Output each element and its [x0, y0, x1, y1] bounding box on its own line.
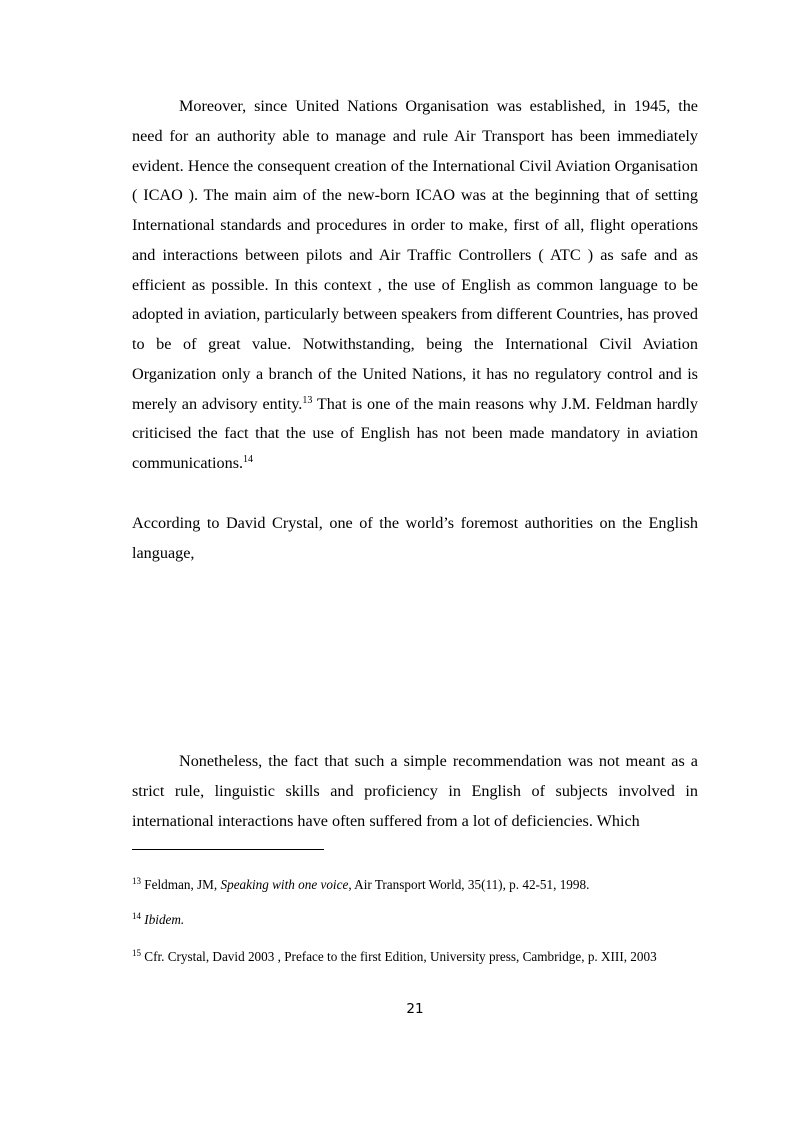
footnote-separator	[132, 849, 324, 850]
footnote-ref-13[interactable]: 13	[302, 394, 313, 406]
footnote-13	[132, 876, 698, 893]
footnote-15-number: 15	[132, 948, 141, 958]
footnote-15	[132, 948, 698, 965]
footnote-13-title: Speaking with one voice	[220, 877, 349, 892]
footnote-15-text: Cfr. Crystal, David 2003 , Preface to the first Edition, University press, Cambridge, p. XIII, 2003	[141, 949, 657, 964]
paragraph-1-text-b: That is one of the main reasons why J.M. Feldman hardly criticised the fact that the use of English has not been made mandatory in aviation communications.	[132, 394, 698, 472]
paragraph-1-text-a: Moreover, since United Nations Organisation was established, in 1945, the need for an authority able to manage and rule Air Transport has been immediately evident. Hence the consequent creation of the International Civil Aviation Organisation ( ICAO ). The main aim of the new-born ICAO was at the beginning that of setting International standards and procedures in order to make, first of all, flight operations and interactions between pilots and Air Traffic Controllers ( ATC ) as safe and as efficient as possible. In this context , the use of English as common language to be adopted in aviation, particularly between speakers from different Countries, has proved to be of great value. Notwithstanding, being the International Civil Aviation Organization only a branch of the United Nations, it has no regulatory control and is merely an advisory entity.	[132, 97, 698, 413]
body-paragraph-2: According to David Crystal, one of the world’s foremost authorities on the English language,	[132, 514, 698, 562]
footnote-14-number: 14	[132, 911, 141, 921]
body-paragraph-1	[132, 92, 698, 479]
footnote-14	[132, 911, 698, 928]
footnote-13-post: , Air Transport World, 35(11), p. 42-51, 1998.	[348, 877, 590, 892]
footnote-14-text: Ibidem.	[141, 912, 185, 927]
body-paragraph-3: Nonetheless, the fact that such a simple recommendation was not meant as a strict rule, linguistic skills and proficiency in English of subjects involved in international interactions have often suffered from a lot of deficiencies. Which	[132, 752, 698, 830]
footnote-13-pre: Feldman, JM,	[141, 877, 221, 892]
footnote-ref-14[interactable]: 14	[243, 454, 254, 465]
page-number: 21	[406, 1001, 424, 1017]
footnote-13-number: 13	[132, 876, 141, 886]
